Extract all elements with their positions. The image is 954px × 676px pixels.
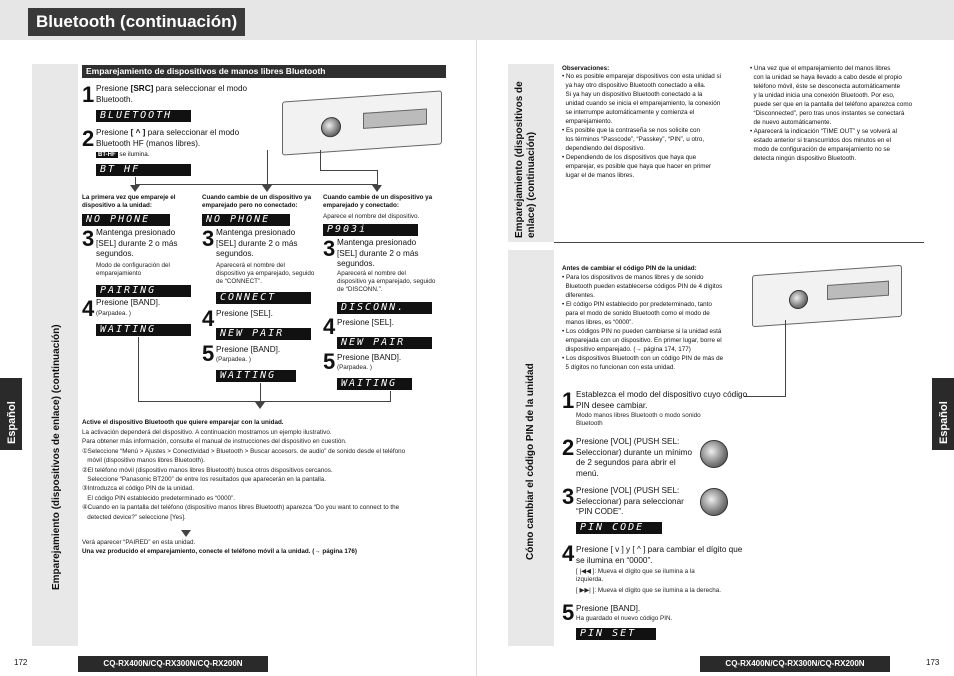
obs-line: ya hay otro dispositivo Bluetooth conectado a ella. <box>562 82 706 89</box>
obs-line: • Es posible que la contraseña se nos solicite con <box>562 127 701 134</box>
lcd-waiting: WAITING <box>216 370 296 382</box>
right-tab-label: Español <box>938 401 950 444</box>
connector-line <box>320 170 377 171</box>
pin-step4-note-right: [ ▶▶| ]: Mueva el dígito que se ilumina a la derecha. <box>576 587 722 594</box>
pin-note-line: • Los códigos PIN no pueden cambiarse si la unidad está <box>562 328 722 335</box>
activate-line: Para obtener más información, consulte el manual de instrucciones del dispositivo en cuestión. <box>82 438 347 446</box>
connector-line <box>390 391 391 402</box>
page-divider <box>476 40 477 676</box>
lcd-pairing: PAIRING <box>96 285 191 297</box>
col3-step4-number: 4 <box>323 314 336 339</box>
obs-line: Si ya hay un dispositivo Bluetooth conectado a la <box>562 91 703 98</box>
pin-notes <box>562 273 752 372</box>
lcd-no-phone: NO PHONE <box>82 214 170 226</box>
paired-line: Verá aparecer “PAIRED” en esta unidad. <box>82 539 196 546</box>
obs-line: los términos “Passcode”, “Passkey”, “PIN”, u otro, <box>562 136 705 143</box>
activate-line: ①Seleccione “Menú > Ajustes > Conectividad > Bluetooth > Buscar accesors. de audio” de sonido desde el teléfono <box>82 447 406 455</box>
lcd-disconn: DISCONN. <box>337 302 432 314</box>
obs-line: unidad cuando se inicia el emparejamiento, la conexión <box>562 100 721 107</box>
activate-line: ③Introduzca el código PIN de la unidad. <box>82 485 195 493</box>
activate-line: ④Cuando en la pantalla del teléfono (dispositivo manos libres Bluetooth) aparezca “Do you want to connect to the <box>82 504 400 512</box>
obs-line: emparejar, es posible que haya que hacer en primer <box>562 163 712 170</box>
activate-heading: Active el dispositivo Bluetooth que quiere emparejar con la unidad. <box>82 419 284 426</box>
obs-line: puede ser que en la pantalla del teléfono aparezca como <box>750 101 913 108</box>
obs-line: modo de configuración de emparejamiento no se <box>750 146 891 153</box>
activate-line: móvil (dispositivo manos libres Bluetooth). <box>82 457 205 465</box>
col2-step5-text: Presione [BAND]. <box>216 345 281 354</box>
col3-step5-text: Presione [BAND]. <box>337 353 402 362</box>
volume-knob-image <box>321 116 341 137</box>
right-page-number: 173 <box>926 658 940 667</box>
obs-line: • Dependiendo de los dispositivos que haya que <box>562 154 697 161</box>
arrow-down-icon <box>130 185 140 192</box>
col2-header: Cuando cambie de un dispositivo ya emparejado pero no conectado: <box>202 194 312 209</box>
pin-note-line: emparejada con un dispositivo. En primer lugar, borre el <box>562 337 722 344</box>
lcd-new-pair: NEW PAIR <box>337 337 432 349</box>
connector-line <box>267 150 268 185</box>
right-language-tab <box>932 378 954 450</box>
lcd-device-name: P903i <box>323 224 418 236</box>
connector-line <box>260 383 261 401</box>
col2-step4-text: Presione [SEL]. <box>216 309 273 318</box>
left-sidebar-label: Emparejamiento (dispositivos de enlace) (continuación) <box>51 324 62 590</box>
obs-line: emparejamiento. <box>562 118 613 125</box>
obs-line: “Disconnected”, pero tras unos instantes se conectará <box>750 110 905 117</box>
activate-line: detected device?” seleccione [Yes]. <box>82 513 186 521</box>
page-title: Bluetooth (continuación) <box>28 8 245 36</box>
col1-step4-number: 4 <box>82 296 95 321</box>
pin-note-line: • Para los dispositivos de manos libres y de sonido <box>562 274 704 281</box>
activate-line: Seleccione “Panasonic BT200” de entre los resultados que aparecerán en la pantalla. <box>82 476 326 484</box>
col1-step3-number: 3 <box>82 226 95 251</box>
stereo-display-image <box>827 281 889 300</box>
arrow-down-icon <box>181 530 191 537</box>
left-language-tab <box>0 378 22 450</box>
pin-note-line: • Los dispositivos Bluetooth con un código PIN de más de <box>562 355 724 362</box>
activate-lines <box>82 428 442 522</box>
lcd-pin-code: PIN CODE <box>576 522 662 534</box>
left-footer-model: CQ-RX400N/CQ-RX300N/CQ-RX200N <box>78 656 268 672</box>
activate-line: El código PIN establecido predeterminado es “0000”. <box>82 494 235 502</box>
lcd-no-phone: NO PHONE <box>202 214 290 226</box>
obs-col1 <box>562 72 744 180</box>
obs-line: con la unidad se haya llevado a cabo desde el propio <box>750 74 902 81</box>
volume-knob-icon <box>700 488 728 516</box>
col1-header: La primera vez que empareje el dispositivo a la unidad: <box>82 194 176 209</box>
pin-step2-number: 2 <box>562 435 575 460</box>
pin-step3-number: 3 <box>562 484 575 509</box>
pin-step5-number: 5 <box>562 600 575 625</box>
pin-note-line: • El código PIN establecido por predeterminado, tanto <box>562 301 712 308</box>
step2-badge-line: BT-HF se ilumina. <box>98 151 150 158</box>
col1-step4-note: (Parpadea. ) <box>96 310 132 317</box>
obs-line: • Aparecerá la indicación “TIME OUT” y se volverá al <box>750 128 898 135</box>
pin-step1-number: 1 <box>562 388 575 413</box>
lcd-new-pair: NEW PAIR <box>216 328 311 340</box>
lcd-connect: CONNECT <box>216 292 311 304</box>
col3-step4-text: Presione [SEL]. <box>337 318 394 327</box>
arrow-down-icon <box>262 185 272 192</box>
col3-header-note: Aparece el nombre del dispositivo. <box>323 213 420 220</box>
pin-note-line: Bluetooth pueden establecerse códigos PIN de 4 dígitos <box>562 283 723 290</box>
pin-title: Antes de cambiar el código PIN de la unidad: <box>562 265 697 272</box>
lcd-waiting: WAITING <box>96 324 191 336</box>
stereo-display-image <box>363 108 427 128</box>
pin-step4-note-left: [ |◀◀ ]: Mueva el dígito que se ilumina a la izquierda. <box>576 568 695 583</box>
col2-step4-number: 4 <box>202 306 215 331</box>
obs-line: • No es posible emparejar dispositivos con esta unidad si <box>562 73 722 80</box>
step1-number: 1 <box>82 82 95 107</box>
left-page-number: 172 <box>14 658 28 667</box>
col2-step5-number: 5 <box>202 341 215 366</box>
obs-line: y la unidad inicia una conexión Bluetooth. Por eso, <box>750 92 895 99</box>
pin-step5-text: Presione [BAND]. <box>576 604 641 613</box>
obs-line: estado anterior si transcurridos dos minutos en el <box>750 137 892 144</box>
col3-step3-note: Aparecerá el nombre del dispositivo ya emparejado, seguido de “DISCONN.”. <box>337 270 436 293</box>
step1-text: Presione [SRC] para seleccionar el modo Bluetooth. <box>96 84 248 104</box>
lcd-pin-set: PIN SET <box>576 628 656 640</box>
obs-line: • Una vez que el emparejamiento del manos libres <box>750 65 891 72</box>
col1-step4-text: Presione [BAND]. <box>96 298 161 307</box>
connector-line <box>138 337 139 401</box>
col1-step3-note: Modo de configuración del emparejamiento <box>96 262 170 277</box>
obs-col2 <box>750 64 928 163</box>
col1-step3-text: Mantenga presionado [SEL] durante 2 o más segundos. <box>96 228 178 258</box>
pin-note-line: manos libres, es “0000”. <box>562 319 634 326</box>
pin-step1-text: Establezca el modo del dispositivo cuyo código PIN desee cambiar. <box>576 390 748 410</box>
obs-line: dependiendo del dispositivo. <box>562 145 645 152</box>
lcd-waiting: WAITING <box>337 378 412 390</box>
obs-line: de nuevo automáticamente. <box>750 119 832 126</box>
lcd-bluetooth: BLUETOOTH <box>96 110 191 122</box>
obs-line: lugar el de manos libres. <box>562 172 635 179</box>
connector-line <box>785 320 786 396</box>
right-sidebar-top-label: Emparejamiento (dispositivos de enlace) (continuación) <box>514 81 537 238</box>
car-stereo-image <box>752 265 902 327</box>
pin-step1-note: Modo manos libres Bluetooth o modo sonido Bluetooth <box>576 412 701 427</box>
obs-line: se interrumpe automáticamente y comienza el <box>562 109 695 116</box>
lcd-bt-hf: BT HF <box>96 164 191 176</box>
connector-line <box>320 150 321 170</box>
col3-step5-number: 5 <box>323 349 336 374</box>
pin-note-line: 5 dígitos no funcionan con esta unidad. <box>562 364 676 371</box>
step2-number: 2 <box>82 126 95 151</box>
pin-step3-text: Presione [VOL] (PUSH SEL: Seleccionar) para seleccionar “PIN CODE”. <box>576 486 684 516</box>
right-sidebar-bottom-label: Cómo cambiar el código PIN de la unidad <box>525 363 536 560</box>
car-stereo-image <box>282 90 442 155</box>
volume-knob-image <box>789 289 808 309</box>
col3-header: Cuando cambie de un dispositivo ya emparejado y conectado: <box>323 194 433 209</box>
col3-step3-number: 3 <box>323 236 336 261</box>
pin-step5-note: Ha guardado el nuevo código PIN. <box>576 615 673 622</box>
pin-step2-text: Presione [VOL] (PUSH SEL: Seleccionar) durante un mínimo de 2 segundos para abrir el menú. <box>576 437 693 478</box>
section-divider <box>554 242 924 243</box>
obs-line: teléfono móvil, éste se desconecta automáticamente <box>750 83 901 90</box>
arrow-down-icon <box>255 402 265 409</box>
activate-line: ②El teléfono móvil (dispositivo manos libres Bluetooth) busca otros dispositivos cercanos. <box>82 466 333 474</box>
obs-line: detecta ningún dispositivo Bluetooth. <box>750 155 857 162</box>
left-section-title: Emparejamiento de dispositivos de manos libres Bluetooth <box>82 65 446 78</box>
arrow-down-icon <box>372 185 382 192</box>
step2-text: Presione [ ^ ] para seleccionar el modo Bluetooth HF (manos libres). <box>96 128 240 148</box>
left-tab-label: Español <box>6 401 18 444</box>
connector-line <box>377 170 378 185</box>
activate-line: La activación dependerá del dispositivo. A continuación mostramos un ejemplo ilustrativo. <box>82 429 332 436</box>
col2-step3-text: Mantenga presionado [SEL] durante 2 o más segundos. <box>216 228 298 258</box>
obs-title: Observaciones: <box>562 65 610 72</box>
col3-step5-note: (Parpadea. ) <box>337 364 373 371</box>
right-footer-model: CQ-RX400N/CQ-RX300N/CQ-RX200N <box>700 656 890 672</box>
pin-step4-text: Presione [ v ] y [ ^ ] para cambiar el dígito que se ilumina en “0000”. <box>576 545 743 565</box>
col2-step3-number: 3 <box>202 226 215 251</box>
pin-note-line: para el modo de sonido Bluetooth como el modo de <box>562 310 710 317</box>
final-line: Una vez producido el emparejamiento, conecte el teléfono móvil a la unidad. (→ página 176) <box>82 548 358 555</box>
col3-step3-text: Mantenga presionado [SEL] durante 2 o más segundos. <box>337 238 419 268</box>
pin-note-line: diferentes. <box>562 292 595 299</box>
col2-step5-note: (Parpadea. ) <box>216 356 252 363</box>
volume-knob-icon <box>700 440 728 468</box>
pin-step4-number: 4 <box>562 541 575 566</box>
pin-note-line: dispositivo emparejado. (→ página 174, 177) <box>562 346 691 353</box>
connector-line <box>135 184 377 185</box>
bt-hf-badge: BT-HF <box>98 152 116 158</box>
col2-step3-note: Aparecerá el nombre del dispositivo ya emparejado, seguido de “CONNECT”. <box>216 262 315 285</box>
